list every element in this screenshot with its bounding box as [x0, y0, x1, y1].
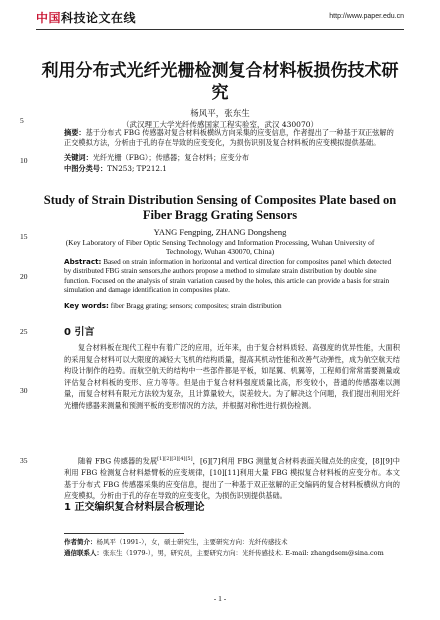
- body-paragraph: 复合材料板在现代工程中有着广泛的应用，近年来，由于复合材料质轻、高强度的优异性能，大面积的采用复合材料可以大限度的减轻大飞机的结构质量，提高其机动性能和改善气动弹性，成为航空航天结构设计制作的趋势。而航空航天的结构中一些部件都是平板，如尾翼、机翼等，工程师们常常需要测量或评估复合材料板的变形、应力等等。但是由于复合材料强度质量比高，形变较小，普通的传感器难以测量，而复合材料有限元方法较为复杂，且计算量较大，误差较大。为了解决这个问题，我们提出利用光纤光栅传感器来测量和预测平板的变形情况的方法，并根据对称性进行损伤检测。: [64, 343, 400, 410]
- site-logo: [36, 9, 136, 26]
- line-number: 20: [20, 272, 28, 281]
- keywords-cn: [64, 153, 400, 163]
- paper-title-en: Study of Strain Distribution Sensing of Composites Plate based on Fiber Bragg Grating Sensors: [43, 193, 397, 222]
- paragraph-text: ，[6][7]利用 FBG 测量复合材料表面关键点处的应变，[8][9]中利用 FBG 检测复合材料悬臂板的应变规律，[10][11]利用大量 FBG 模拟复合材料板的应变分布。本文基于分布式 FBG 传感器采集的应变信息，提出了一种基于双正弦解的正交编码的复合材料板横纵方向的应变模拟，分析由于孔的存在导致的应变变化，为损伤识别提供基础。: [64, 456, 400, 501]
- page-number: - 1 -: [213, 594, 227, 603]
- line-number: 30: [20, 386, 28, 395]
- line-number: 25: [20, 327, 28, 336]
- classification-cn: [64, 164, 400, 174]
- section-heading-theory: 1 正交编织复合材料层合板理论: [64, 502, 205, 513]
- authors-cn: 杨风平，张东生: [190, 109, 250, 119]
- line-number: 15: [20, 232, 28, 241]
- footnote-label: 通信联系人：: [64, 549, 103, 557]
- keywords-en-text: fiber Bragg grating; sensors; composites; strain distribution: [110, 302, 282, 310]
- abstract-cn-text: 基于分布式 FBG 传感器对复合材料板横纵方向采集的应变信息，作者提出了一种基于双正弦解的正交模拟方法，分析由于孔的存在导致的应变变化，为损伤识别及复合材料板的应变模拟提供基础。: [64, 128, 394, 147]
- body-paragraph: [64, 454, 400, 502]
- abstract-cn: [64, 128, 400, 148]
- footnote-contact: [64, 549, 400, 558]
- abstract-en-text: Based on strain information in horizontal and vertical direction for composites panel which detected by distributed FBG strain sensors,the authors propose a method to simulate strain distribution by double sine function. Focused on the analysis of strain variation caused by the holes, this article can provide a basis for strain simulation and damage identification in composites plate.: [64, 258, 392, 295]
- citation[interactable]: [1][2][3][4][5]: [157, 456, 193, 462]
- line-number: 5: [20, 116, 24, 125]
- footnote-author-bio: [64, 538, 400, 547]
- paragraph-text: 随着 FBG 传感器的发展: [78, 456, 158, 466]
- line-number: 35: [20, 456, 28, 465]
- site-url[interactable]: http://www.paper.edu.cn: [329, 13, 404, 20]
- keywords-en-label: Key words:: [64, 301, 109, 310]
- footnote-text: 张东生（1979-），男，研究员，主要研究方向：光纤传感技术. E-mail: zhangdsem@sina.com: [103, 549, 384, 557]
- classification-cn-label: 中图分类号：: [64, 164, 108, 173]
- keywords-cn-text: 光纤光栅（FBG）；传感器；复合材料；应变分布: [92, 153, 250, 162]
- abstract-cn-label: 摘要：: [64, 128, 86, 137]
- authors-en: YANG Fengping, ZHANG Dongsheng: [153, 227, 287, 237]
- footnote-label: 作者简介：: [64, 538, 97, 546]
- page-header: [36, 8, 404, 30]
- abstract-en: [64, 257, 400, 296]
- affiliation-cn: （武汉理工大学光纤传感国家工程实验室，武汉 430070）: [121, 120, 318, 129]
- section-heading-introduction: 0 引言: [64, 327, 95, 338]
- classification-cn-text: TN253; TP212.1: [107, 164, 167, 173]
- keywords-en: [64, 301, 400, 310]
- footnote-divider: [64, 533, 184, 534]
- logo-part-red: 中国: [36, 11, 62, 25]
- paper-title-cn: 利用分布式光纤光栅检测复合材料板损伤技术研究: [41, 61, 399, 103]
- abstract-en-label: Abstract:: [64, 257, 102, 266]
- affiliation-en: (Key Laboratory of Fiber Optic Sensing Technology and Information Processing, Wuhan University of Technology, Wuhan 430070, China): [65, 238, 375, 256]
- keywords-cn-label: 关键词：: [64, 153, 93, 162]
- line-number: 10: [20, 156, 28, 165]
- footnote-text: 杨风平（1991-），女，硕士研究生，主要研究方向：光纤传感技术: [96, 538, 288, 546]
- logo-part-black: 科技论文在线: [61, 11, 137, 25]
